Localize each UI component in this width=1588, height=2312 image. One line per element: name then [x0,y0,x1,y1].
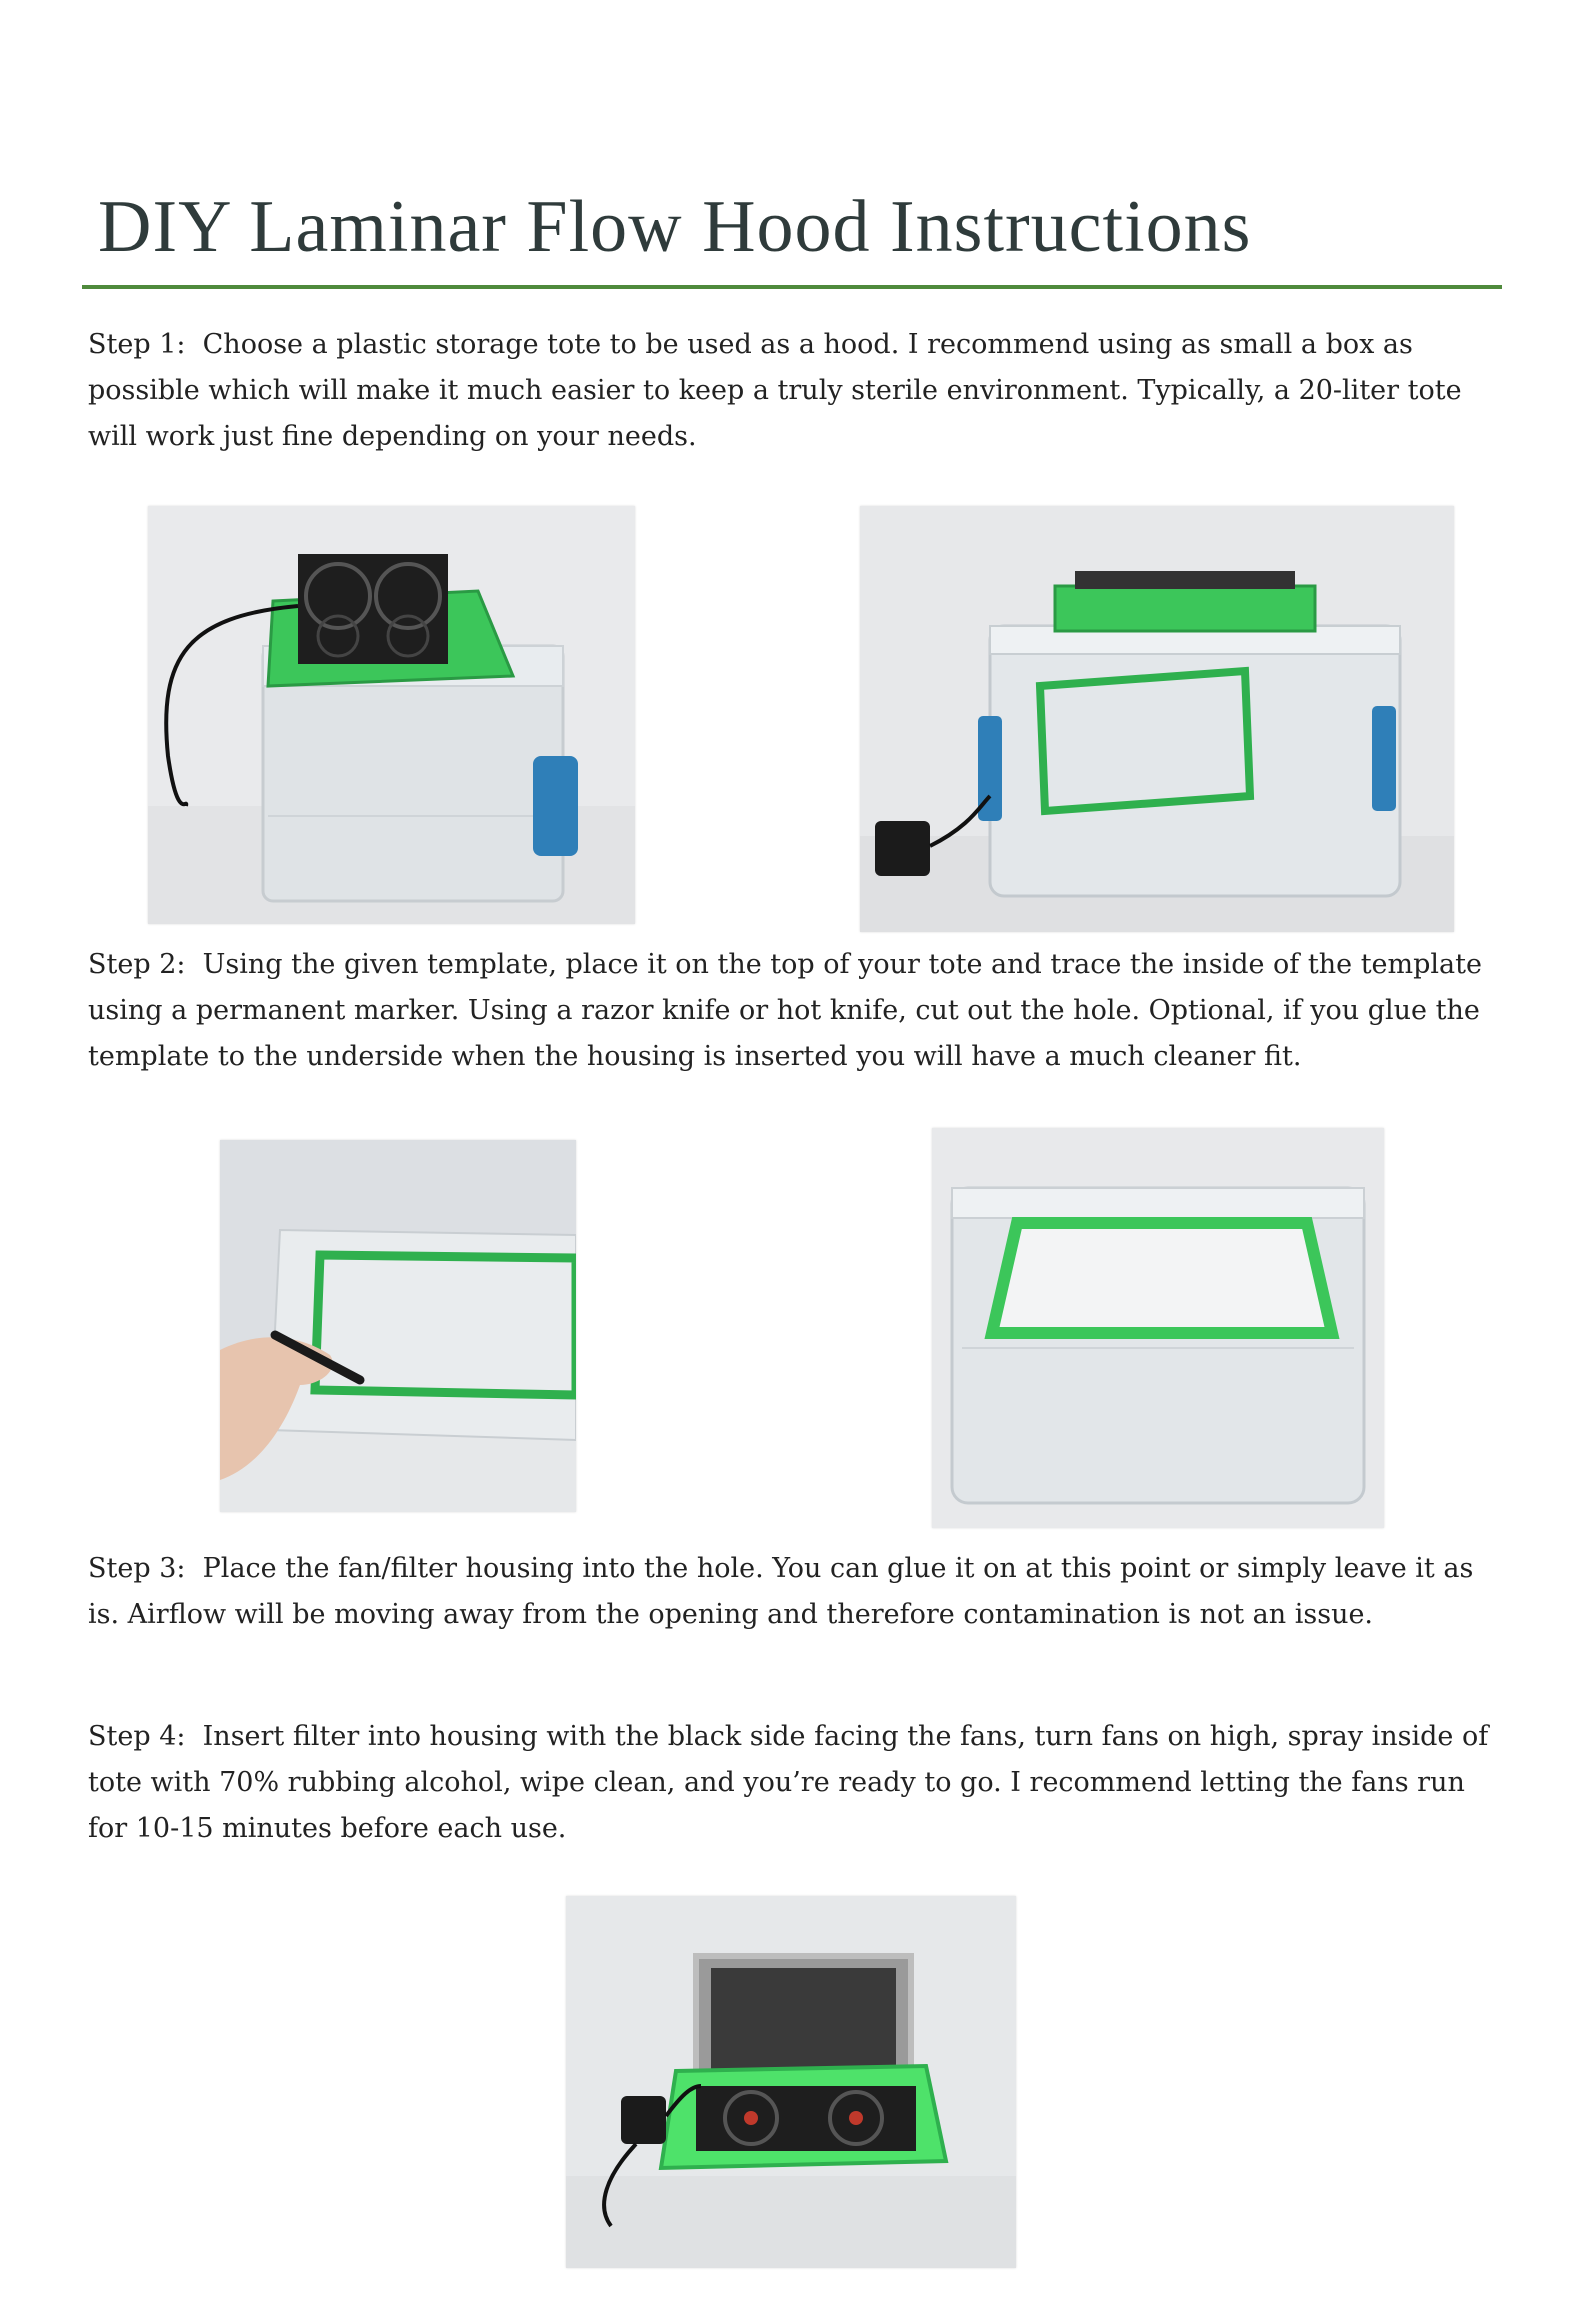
step-2-label: Step 2: [88,949,186,980]
photo-tote-open-with-frame [860,506,1454,932]
step-4-paragraph [88,1714,1508,1852]
step-1-paragraph [88,322,1508,460]
title-divider [82,285,1502,289]
step-2-paragraph [88,942,1508,1080]
page-title: DIY Laminar Flow Hood Instructions [98,186,1252,268]
photo-template-on-tote [932,1128,1384,1528]
photo-fan-housing-with-filter [566,1896,1016,2268]
step-1-label: Step 1: [88,329,186,360]
step-3-text: Place the fan/filter housing into the hole. You can glue it on at this point or simply leave it as is. Airflow will be moving away from the opening and therefore contamination is not an issue. [88,1553,1474,1630]
step-2-text: Using the given template, place it on the top of your tote and trace the inside of the template using a permanent marker. Using a razor knife or hot knife, cut out the hole. Optional, if you glue the template to the underside when the housing is inserted you will have a much cleaner fit. [88,949,1482,1072]
photo-tote-with-fan-housing [148,506,635,924]
step-3-label: Step 3: [88,1553,186,1584]
photo-tracing-template [220,1140,576,1512]
step-4-label: Step 4: [88,1721,186,1752]
step-4-text: Insert filter into housing with the black side facing the fans, turn fans on high, spray inside of tote with 70% rubbing alcohol, wipe clean, and you’re ready to go. I recommend letting the fans run for 10-15 minutes before each use. [88,1721,1489,1844]
step-1-text: Choose a plastic storage tote to be used as a hood. I recommend using as small a box as possible which will make it much easier to keep a truly sterile environment. Typically, a 20-liter tote will work just fine depending on your needs. [88,329,1462,452]
step-3-paragraph [88,1546,1508,1638]
